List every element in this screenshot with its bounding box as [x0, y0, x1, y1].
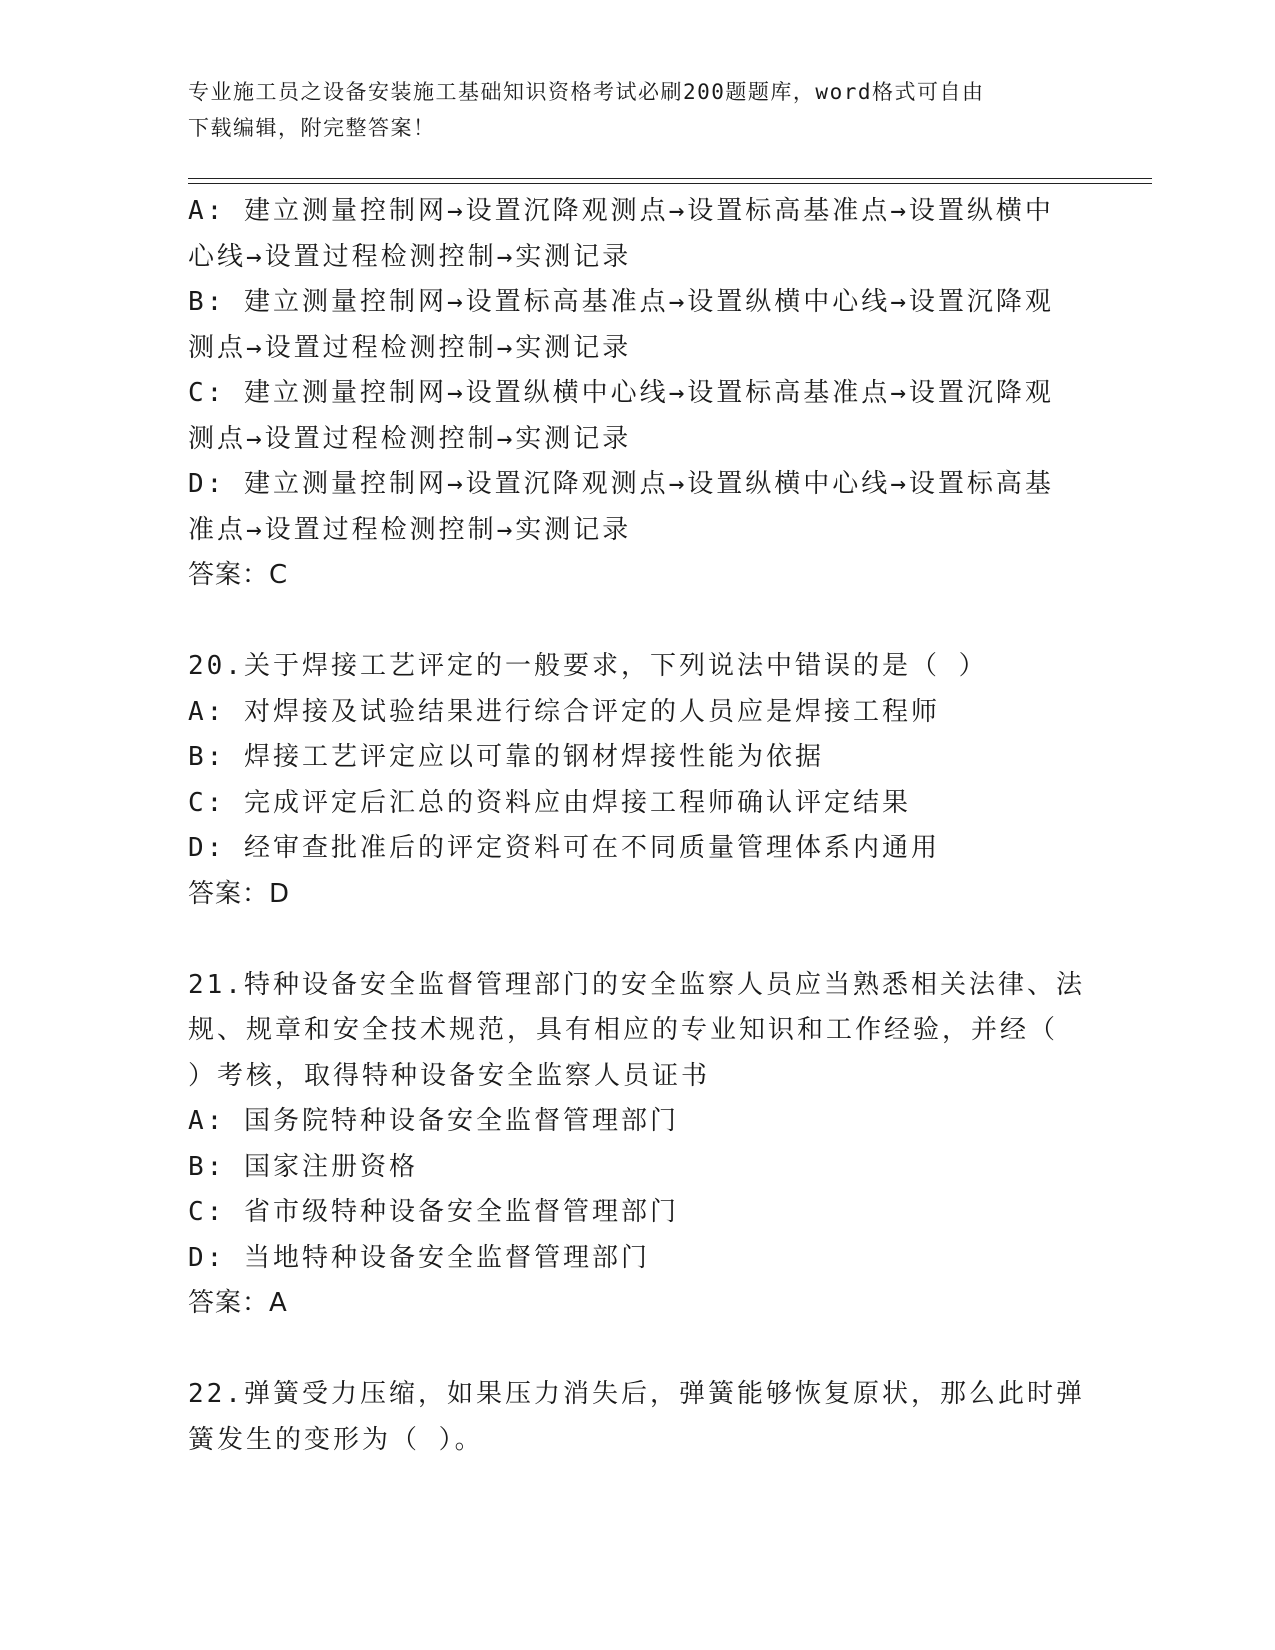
option-d: D: 经审查批准后的评定资料可在不同质量管理体系内通用 [188, 833, 940, 863]
option-b-line-1: B: 建立测量控制网→设置标高基准点→设置纵横中心线→设置沉降观 [188, 287, 1054, 317]
answer: 答案：A [188, 1288, 288, 1318]
question-19-options [188, 189, 1088, 599]
option-d-line-2: 准点→设置过程检测控制→实测记录 [188, 514, 632, 545]
option-d: D: 当地特种设备安全监督管理部门 [188, 1242, 650, 1273]
spacer [188, 917, 1088, 963]
option-b-line-2: 测点→设置过程检测控制→实测记录 [188, 332, 632, 363]
answer: 答案：D [188, 878, 291, 909]
option-a: A: 国务院特种设备安全监督管理部门 [188, 1106, 679, 1136]
question-text-line-1: 22.弹簧受力压缩，如果压力消失后，弹簧能够恢复原状，那么此时弹 [188, 1379, 1085, 1409]
option-a-line-2: 心线→设置过程检测控制→实测记录 [188, 241, 632, 272]
header-divider-bottom [188, 183, 1152, 184]
option-d-line-1: D: 建立测量控制网→设置沉降观测点→设置纵横中心线→设置标高基 [188, 469, 1054, 499]
header-line-2: 下载编辑，附完整答案！ [188, 116, 436, 140]
option-c: C: 省市级特种设备安全监督管理部门 [188, 1197, 679, 1227]
document-header [188, 74, 1088, 146]
option-c-line-2: 测点→设置过程检测控制→实测记录 [188, 423, 632, 454]
option-a: A: 对焊接及试验结果进行综合评定的人员应是焊接工程师 [188, 696, 940, 727]
question-text-line-3: ）考核，取得特种设备安全监察人员证书 [188, 1060, 711, 1091]
question-22 [188, 1372, 1088, 1463]
option-a-line-1: A: 建立测量控制网→设置沉降观测点→设置标高基准点→设置纵横中 [188, 196, 1054, 226]
header-divider-top [188, 178, 1152, 179]
option-b: B: 焊接工艺评定应以可靠的钢材焊接性能为依据 [188, 742, 824, 772]
option-c: C: 完成评定后汇总的资料应由焊接工程师确认评定结果 [188, 787, 911, 818]
question-text: 20.关于焊接工艺评定的一般要求，下列说法中错误的是（ ） [188, 651, 988, 681]
option-b: B: 国家注册资格 [188, 1151, 418, 1182]
spacer [188, 599, 1088, 645]
question-text-line-2: 簧发生的变形为（ ）。 [188, 1424, 484, 1455]
header-line-1: 专业施工员之设备安装施工基础知识资格考试必刷200题题库，word格式可自由 [188, 80, 985, 104]
answer: 答案：C [188, 560, 289, 590]
question-text-line-1: 21.特种设备安全监督管理部门的安全监察人员应当熟悉相关法律、法 [188, 969, 1085, 1000]
option-c-line-1: C: 建立测量控制网→设置纵横中心线→设置标高基准点→设置沉降观 [188, 378, 1054, 408]
question-21 [188, 963, 1088, 1327]
question-content [188, 189, 1088, 1463]
question-text-line-2: 规、规章和安全技术规范，具有相应的专业知识和工作经验，并经（ [188, 1015, 1059, 1045]
question-20 [188, 644, 1088, 917]
spacer [188, 1327, 1088, 1373]
